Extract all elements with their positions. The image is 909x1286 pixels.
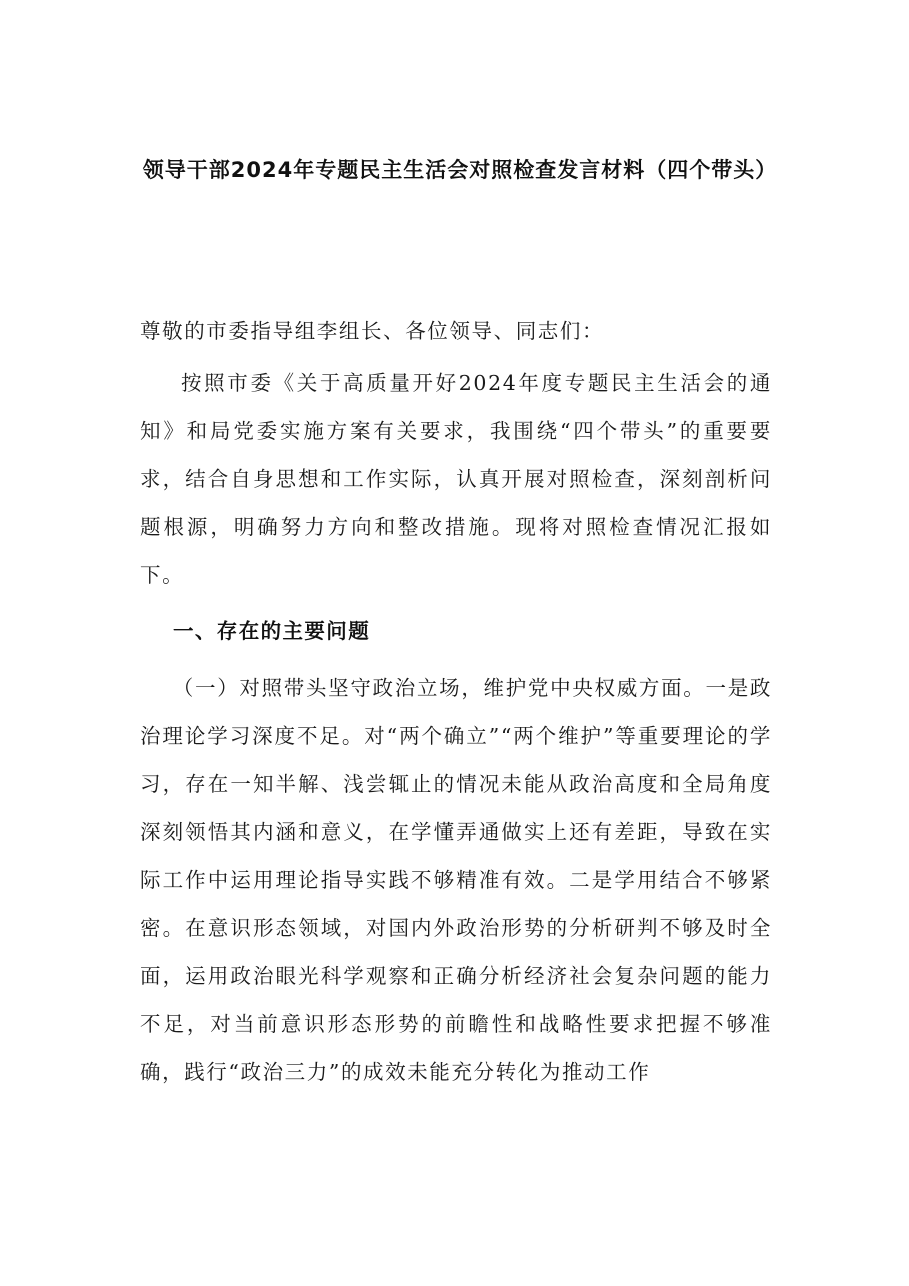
intro-paragraph: 按照市委《关于高质量开好2024年度专题民主生活会的通知》和局党委实施方案有关要求，我围绕“四个带头”的重要要求，结合自身思想和工作实际，认真开展对照检查，深刻剖析问题根源，明确努力方向和整改措施。现将对照检查情况汇报如下。 <box>140 371 772 587</box>
section-heading: 一、存在的主要问题 <box>173 619 371 643</box>
document-title: 领导干部2024年专题民主生活会对照检查发言材料（四个带头） <box>142 158 778 182</box>
salutation: 尊敬的市委指导组李组长、各位领导、同志们： <box>140 319 605 343</box>
section-paragraph: （一）对照带头坚守政治立场，维护党中央权威方面。一是政治理论学习深度不足。对“两个确立”“两个维护”等重要理论的学习，存在一知半解、浅尝辄止的情况未能从政治高度和全局角度深刻领悟其内涵和意义，在学懂弄通做实上还有差距，导致在实际工作中运用理论指导实践不够精准有效。二是学用结合不够紧密。在意识形态领域，对国内外政治形势的分析研判不够及时全面，运用政治眼光科学观察和正确分析经济社会复杂问题的能力不足，对当前意识形态形势的前瞻性和战略性要求把握不够准确，践行“政治三力”的成效未能充分转化为推动工作 <box>140 676 772 1084</box>
